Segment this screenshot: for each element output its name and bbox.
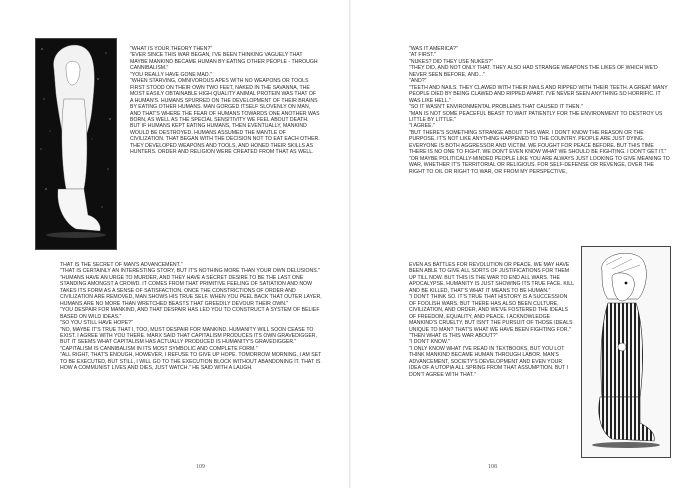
- paragraph: "AT FIRST.": [409, 52, 437, 59]
- paragraph: "OR MAYBE POLITICALLY-MINDED PEOPLE LIKE YOU ARE ALWAYS JUST LOOKING TO GIVE MEANING TO WAR, WHETHER IT'S TERRITORIAL OR RELIGIOUS. FOR SELF-DEFENSE OR REVENGE, OVER THE RIGHT TO OIL OR RIGHT TO WAR, OR FROM MY PERSPECTIVE,: [409, 155, 670, 175]
- paragraph: "YOU DESPAIR FOR MANKIND, AND THAT DESPAIR HAS LED YOU TO CONSTRUCT A SYSTEM OF BELIEF BASED ON WILD IDEAS.": [60, 307, 320, 320]
- paragraph: "NUKES? DID THEY USE NUKES?": [409, 58, 494, 65]
- right-page-top-text: [409, 46, 671, 175]
- paragraph: "CAPITALISM IS CANNIBALISM IN ITS MOST SYMBOLIC AND COMPLETE FORM.": [60, 345, 258, 352]
- paragraph: "I DON'T KNOW.": [409, 339, 450, 346]
- left-page-bottom-text: [60, 262, 322, 372]
- paragraph: EVEN AS BATTLES FOR REVOLUTION OR PEACE. WE MAY HAVE BEEN ABLE TO GIVE ALL SORTS OF JUSTIFICATIONS FOR THEM UP TILL NOW. BUT THIS IS THE WAR TO END ALL WARS. THE APOCALYPSE. HUMANITY IS JUST SHOWING ITS TRUE FACE. KILL AND BE KILLED, THAT'S WHAT IT MEANS TO BE HUMAN.": [409, 262, 574, 294]
- paragraph: "THAT IS CERTAINLY AN INTERESTING STORY, BUT IT'S NOTHING MORE THAN YOUR OWN DELUSIONS.": [60, 268, 321, 275]
- illustration-panel-seated-figure: [35, 38, 117, 250]
- page-number-right: 108: [488, 464, 497, 470]
- paragraph: THAT IS THE SECRET OF MAN'S ADVANCEMENT.": [60, 262, 183, 268]
- paragraph: "ALL RIGHT, THAT'S ENOUGH, HOWEVER, I REFUSE TO GIVE UP HOPE. TOMORROW MORNING, I AM SET TO BE EXECUTED, BUT STILL, I WILL GO TO THE EXECUTION BLOCK WITHOUT ABANDONING IT. THAT IS HOW A COMMUNIST LIVES AND DIES, JUST WATCH." HE SAID WITH A LAUGH.: [60, 352, 322, 372]
- paragraph: "AND?": [409, 78, 427, 85]
- paragraph: "THEY DID, AND NOT ONLY THAT. THEY ALSO HAD STRANGE WEAPONS THE LIKES OF WHICH WE'D NEVER SEEN BEFORE, AND...": [409, 65, 658, 78]
- paragraph: "TEETH AND NAILS. THEY CLAWED WITH THEIR NAILS AND RIPPED WITH THEIR TEETH. A GREAT MANY PEOPLE DIED BY BEING CLAWED AND RIPPED APART. I'VE NEVER SEEN ANYTHING SO HORRIFIC. IT WAS LIKE HELL.": [409, 84, 668, 104]
- illustration-panel-striped-figure: [581, 246, 671, 458]
- paragraph: "EVER SINCE THIS WAR BEGAN, I'VE BEEN THINKING VAGUELY THAT MAYBE MANKIND BECAME HUMAN BY EATING OTHER PEOPLE - THROUGH CANNIBALISM.": [130, 52, 318, 72]
- paragraph: "THEN WHAT IS THIS WAR ABOUT?": [409, 332, 498, 339]
- paragraph: "YOU REALLY HAVE GONE MAD.": [130, 71, 212, 78]
- paragraph: "I DON'T THINK SO. IT'S TRUE THAT HISTORY IS A SUCCESSION OF FOOLISH WARS. BUT THERE HAS ALSO BEEN CULTURE, CIVILIZATION, AND ORDER, AND WE'VE FOSTERED THE IDEALS OF FREEDOM, EQUALITY, AND PEACE. I ACKNOWLEDGE MANKIND'S CRUELTY, BUT ISN'T THE PURSUIT OF THOSE IDEALS UNIQUE TO MAN? THAT'S WHAT WE HAVE BEEN FIGHTING FOR.": [409, 294, 573, 333]
- paragraph: "BUT THERE'S SOMETHING STRANGE ABOUT THIS WAR. I DON'T KNOW THE REASON OR THE PURPOSE. IT'S NOT LIKE ANYTHING HAPPENED TO THE COUNTRY. PEOPLE ARE JUST DYING. EVERYONE IS BOTH AGGRESSOR AND VICTIM. WE FOUGHT FOR PEACE BEFORE. BUT THIS TIME THERE IS NO ONE TO FIGHT. WE DON'T EVEN KNOW WHAT WE SHOULD BE FIGHTING. I DON'T GET IT.": [409, 129, 667, 156]
- paragraph: "HUMANS HAVE AN URGE TO MURDER, AND THEY HAVE A SECRET DESIRE TO BE THE LAST ONE STANDING AMONGST A CROWD. IT COMES FROM THAT PRIMITIVE FEELING OF SATIATION AND NOW TAKES ITS FORM AS A SENSE OF SATISFACTION. ONCE THE CONSTRICTIONS OF ORDER AND CIVILIZATION ARE REMOVED, MAN SHOWS HIS TRUE SELF. WHEN YOU PEEL BACK THAT OUTER LAYER, HUMANS ARE NO MORE THAN WRETCHED BEASTS THAT GREEDILY DEVOUR THEIR OWN.": [60, 274, 322, 307]
- paragraph: "MAN IS NOT SOME PEACEFUL BEAST TO WAIT PATIENTLY FOR THE ENVIRONMENT TO DESTROY US LITTLE BY LITTLE.": [409, 110, 663, 123]
- paragraph: "SO YOU STILL HAVE HOPE?": [60, 320, 133, 327]
- page-gutter: [349, 0, 351, 488]
- paragraph: "I ONLY KNOW WHAT I'VE READ IN TEXTBOOKS, BUT YOU LOT THINK MANKIND BECAME HUMAN THROUGH LABOR. MAN'S ADVANCEMENT, SOCIETY'S DEVELOPMENT AND EVEN YOUR IDEA OF A UTOPIA ALL SPRING FROM THAT ASSUMPTION. BUT I DON'T AGREE WITH THAT.": [409, 345, 568, 378]
- left-page-top-text: [130, 46, 320, 156]
- paragraph: "NO, MAYBE IT'S TRUE THAT I, TOO, MUST DESPAIR FOR MANKIND. HUMANITY WILL SOON CEASE TO EXIST. I AGREE WITH YOU THERE. MARX SAID THAT CAPITALISM PRODUCES ITS OWN GRAVEDIGGER, BUT IT SEEMS WHAT CAPITALISM HAS ACTUALLY PRODUCED IS HUMANITY'S GRAVEDIGGER.": [60, 326, 317, 346]
- paragraph: "WHEN STARVING, OMNIVOROUS APES WITH NO WEAPONS OR TOOLS FIRST STOOD ON THEIR OWN TWO FEET, NAKED IN THE SAVANNA, THE MOST EASILY OBTAINABLE HIGH QUALITY ANIMAL PROTEIN WAS THAT OF A HUMAN'S. HUMANS SPURRED ON THE DEVELOPMENT OF THEIR BRAINS BY EATING OTHER HUMANS. MAN GORGED ITSELF SLOVENLY ON MAN, AND THAT'S WHERE THE FEAR OF HUMANS TOWARDS ONE ANOTHER WAS BORN, AS WELL AS THE SPECIAL SENSITIVITY WE FEEL ABOUT DEATH. BUT IF HUMANS KEPT EATING HUMANS, THEN EVENTUALLY, MANKIND WOULD BE DESTROYED. HUMANS ASSUMED THE MANTLE OF CIVILIZATION. THAT BEGAN WITH THE DECISION NOT TO EAT EACH OTHER. THEY DEVELOPED WEAPONS AND TOOLS, AND HONED THEIR SKILLS AS HUNTERS. ORDER AND RELIGION WERE CREATED FROM THAT AS WELL.: [130, 78, 320, 156]
- paragraph: "I AGREE.": [409, 123, 435, 130]
- right-page-bottom-text: [409, 262, 574, 378]
- paragraph: "WHAT IS YOUR THEORY THEN?": [130, 46, 213, 52]
- paragraph: "SO IT WASN'T ENVIRONMENTAL PROBLEMS THAT CAUSED IT THEN.": [409, 104, 583, 111]
- paragraph: "WAS IT AMERICA?": [409, 46, 458, 52]
- page-number-left: 109: [196, 464, 205, 470]
